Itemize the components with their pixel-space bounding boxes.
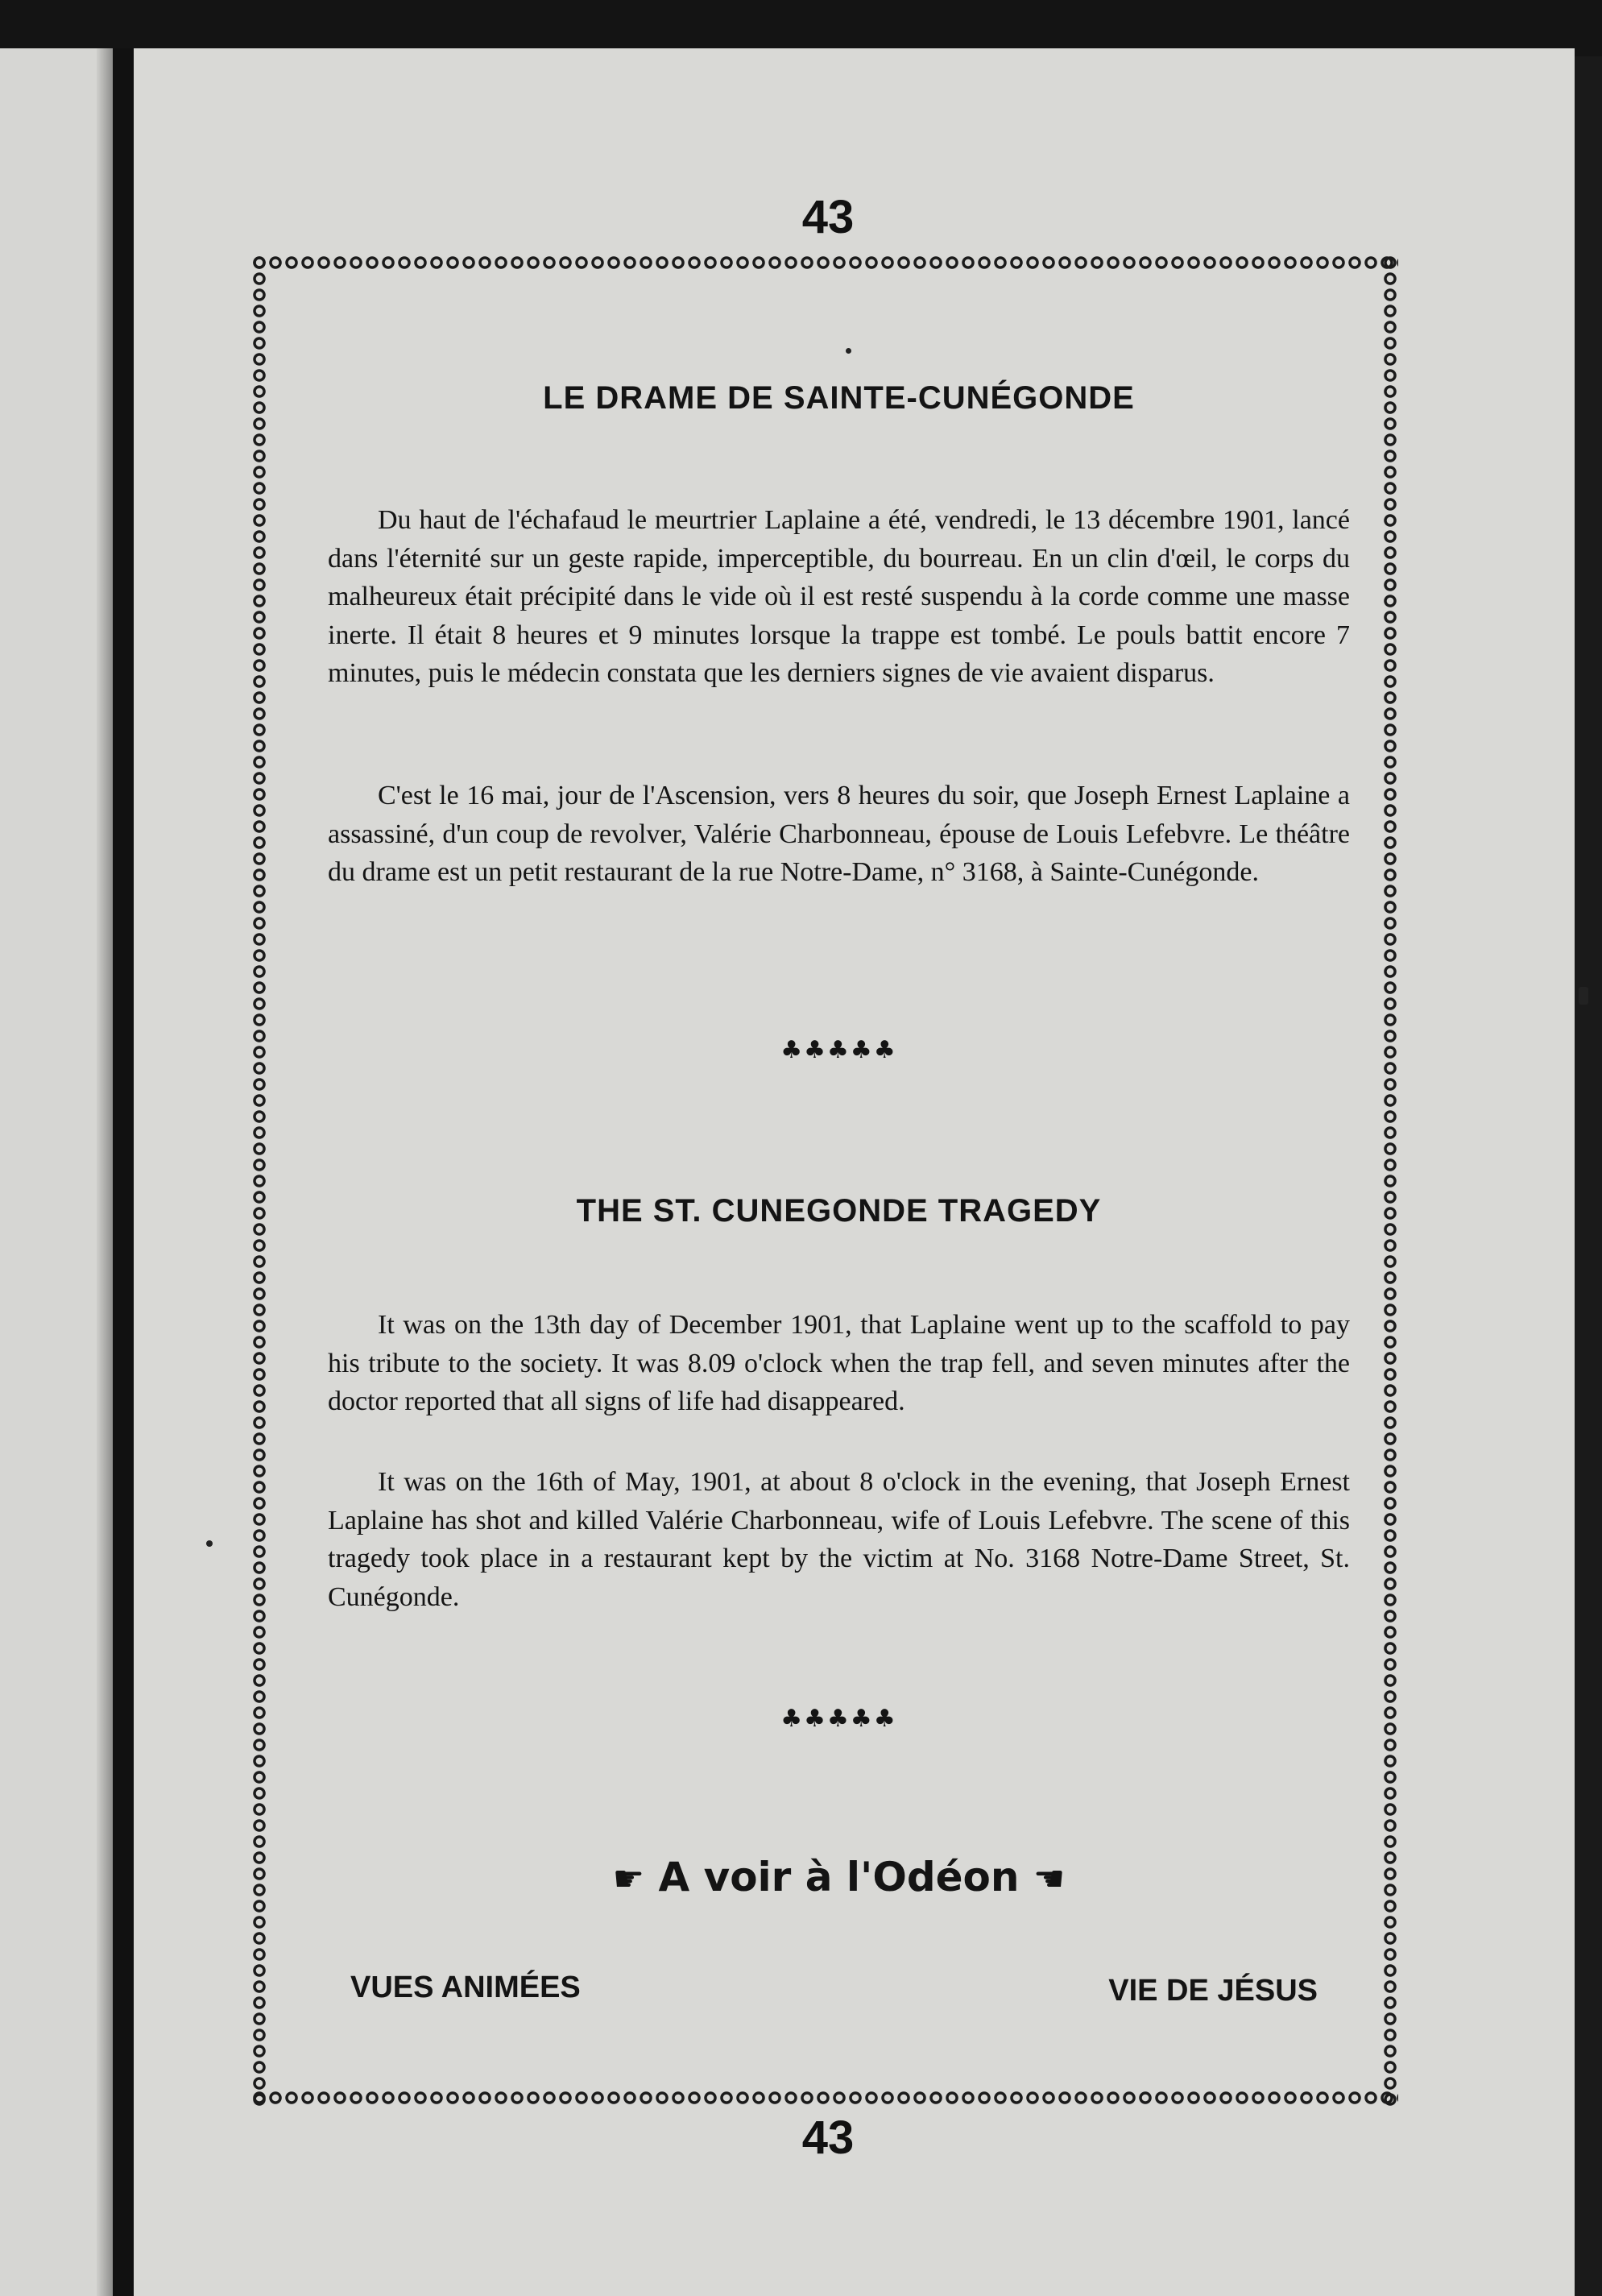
french-title: LE DRAME DE SAINTE-CUNÉGONDE: [543, 380, 1135, 416]
scan-speck: [206, 1540, 213, 1547]
print-dot: [846, 348, 851, 354]
pointing-hand-right-icon: ☛: [612, 1859, 645, 1900]
advert-right-item: VIE DE JÉSUS: [1108, 1974, 1318, 2008]
odeon-advert-text: A voir à l'Odéon: [658, 1854, 1020, 1900]
ornamental-frame: [251, 255, 1398, 2106]
french-paragraph-1: Du haut de l'échafaud le meurtrier Laplaine a été, vendredi, le 13 décembre 1901, lancé dans l'éternité sur un geste rapide, imperceptible, du bourreau. En un clin d'œil, le corps du malheureux était précipité dans le vide où il est resté suspendu à la corde comme une masse inerte. Il était 8 heures et 9 minutes lorsque la trappe est tombé. Le pouls battit encore 7 minutes, puis le médecin constata que les derniers signes de vie avaient disparus.: [328, 505, 1350, 688]
pointing-hand-left-icon: ☚: [1033, 1859, 1066, 1900]
chain-border-right: [1382, 255, 1398, 2106]
english-paragraph-1: It was on the 13th day of December 1901, that Laplaine went up to the scaffold to pay his tribute to the society. It was 8.09 o'clock when the trap fell, and seven minutes after the doctor reported that all signs of life had disappeared.: [328, 1310, 1350, 1416]
english-title: THE ST. CUNEGONDE TRAGEDY: [576, 1193, 1102, 1229]
scan-speck: [1579, 987, 1588, 1005]
facing-page-edge: [0, 48, 97, 2296]
chain-border-left: [251, 255, 267, 2106]
english-paragraph-2: It was on the 16th of May, 1901, at about 8 o'clock in the evening, that Joseph Ernest Laplaine has shot and killed Valérie Charbonneau, wife of Louis Lefebvre. The scene of this tragedy took place in a restaurant kept by the victim at No. 3168 Notre-Dame Street, St. Cunégonde.: [328, 1467, 1350, 1612]
frame-content: [328, 255, 1350, 2106]
gutter-shadow: [97, 48, 113, 2296]
odeon-advert: [328, 1854, 1350, 1900]
advert-left-item: VUES ANIMÉES: [350, 1971, 581, 2004]
book-gutter: [113, 48, 134, 2296]
club-ornament-divider-2: ♣♣♣♣♣: [780, 1705, 897, 1733]
page-number-bottom: 43: [801, 2112, 855, 2164]
page-number-top: 43: [801, 191, 855, 243]
club-ornament-divider: ♣♣♣♣♣: [780, 1036, 897, 1064]
french-paragraph-2: C'est le 16 mai, jour de l'Ascension, vers 8 heures du soir, que Joseph Ernest Laplaine a assassiné, d'un coup de revolver, Valérie Charbonneau, épouse de Louis Lefebvre. Le théâtre du drame est un petit restaurant de la rue Notre-Dame, n° 3168, à Sainte-Cunégonde.: [328, 781, 1350, 887]
